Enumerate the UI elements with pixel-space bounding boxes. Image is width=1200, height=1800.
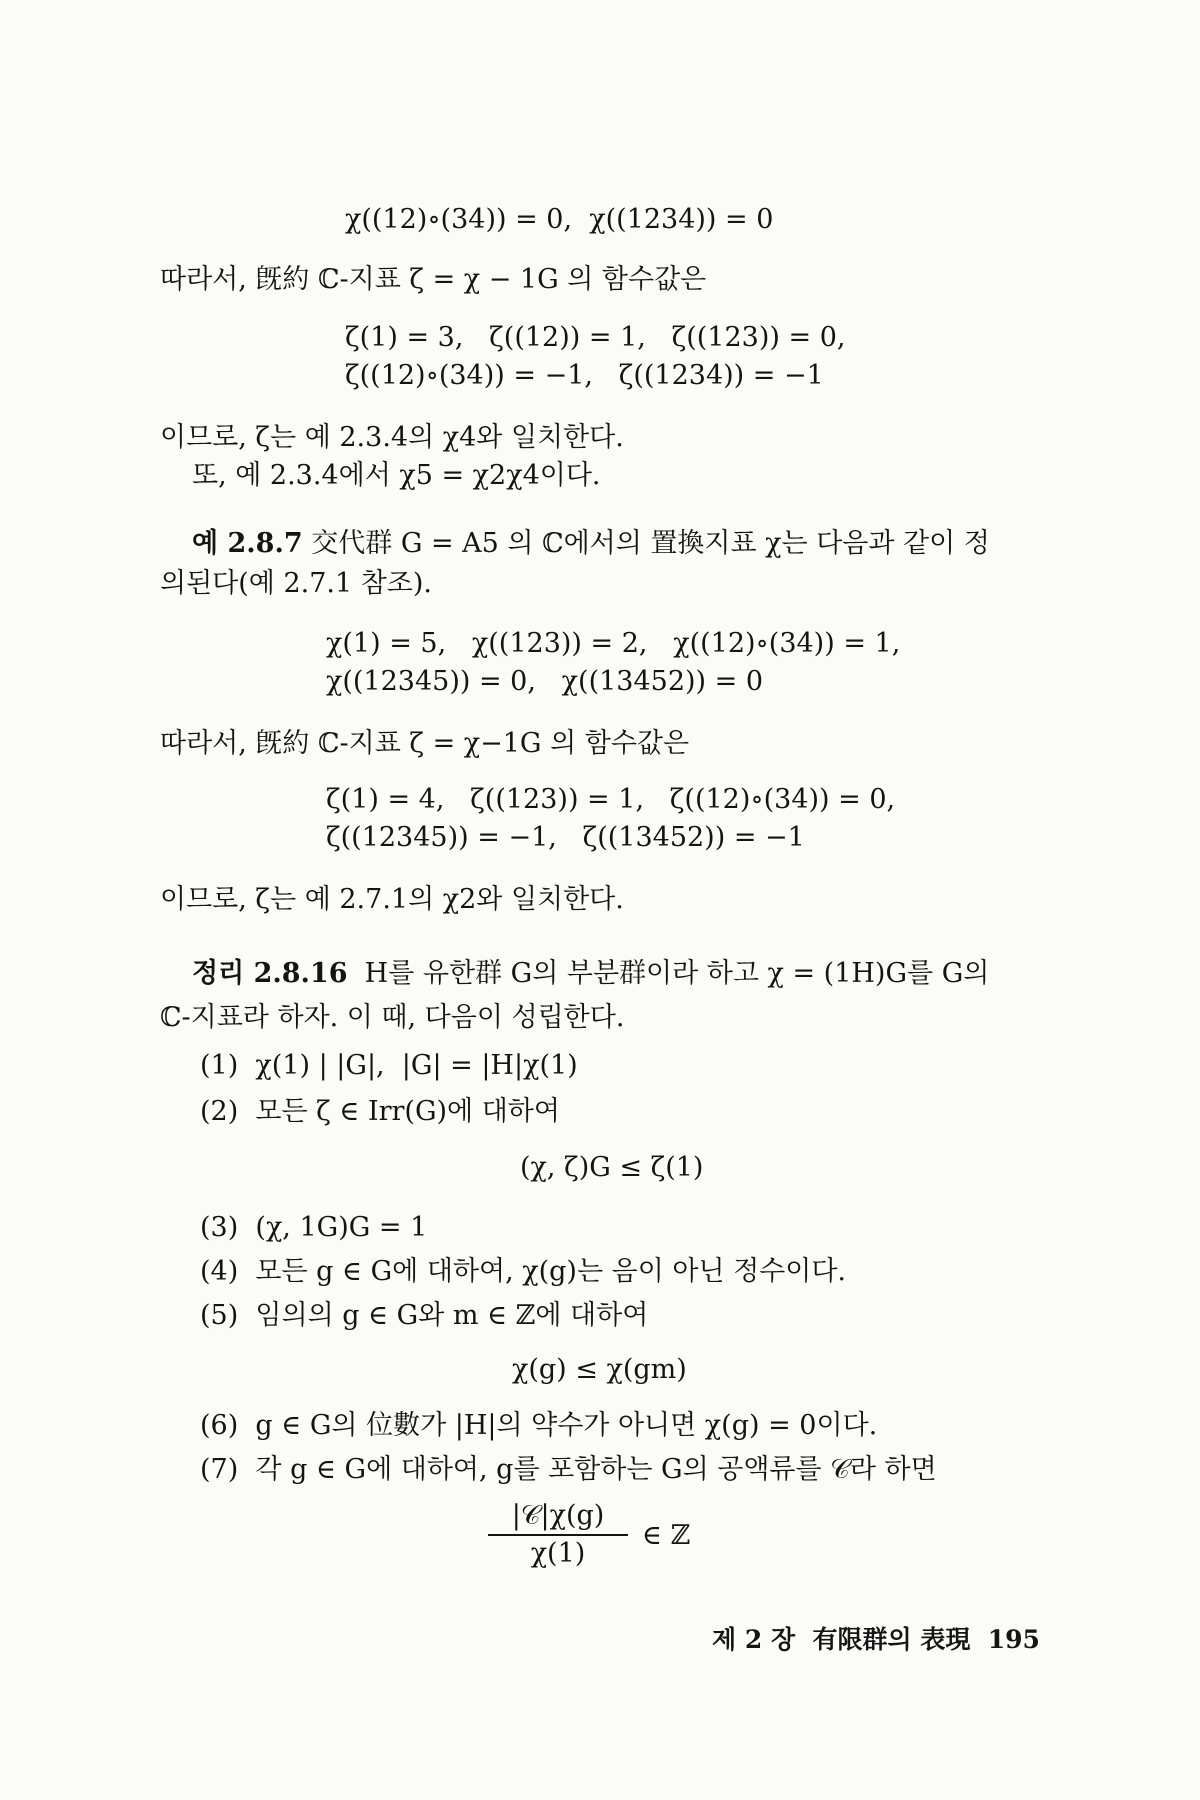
equation-zeta-values: ζ(1) = 4, ζ((123)) = 1, ζ((12)∘(34)) = 0, [326, 784, 896, 815]
paragraph-text: 이므로, ζ는 예 2.3.4의 χ4와 일치한다. [160, 422, 624, 453]
equation-zeta-values: ζ((12)∘(34)) = −1, ζ((1234)) = −1 [345, 360, 824, 391]
theorem-item: (1) χ(1) | |G|, |G| = |H|χ(1) [200, 1050, 578, 1081]
theorem-item: (2) 모든 ζ ∈ Irr(G)에 대하여 [200, 1096, 560, 1127]
theorem-item: (3) (χ, 1G)G = 1 [200, 1212, 428, 1243]
equation-chi-values: χ(1) = 5, χ((123)) = 2, χ((12)∘(34)) = 1, [326, 628, 901, 659]
example-text: 交代群 G = A5 의 ℂ에서의 置換지표 χ는 다음과 같이 정 [302, 528, 990, 559]
theorem-label: 정리 2.8.16 [192, 958, 348, 989]
fraction-equation [488, 1500, 628, 1569]
example-heading [192, 526, 990, 562]
theorem-item: (5) 임의의 g ∈ G와 m ∈ ℤ에 대하여 [200, 1300, 649, 1331]
fraction-numerator: |𝒞|χ(g) [488, 1500, 628, 1536]
display-equation: χ(g) ≤ χ(gm) [512, 1354, 687, 1385]
paragraph-text: ℂ-지표라 하자. 이 때, 다음이 성립한다. [160, 1002, 625, 1033]
equation-chi-values: χ((12345)) = 0, χ((13452)) = 0 [326, 666, 764, 697]
fraction-denominator: χ(1) [530, 1538, 586, 1569]
example-label: 예 2.8.7 [192, 528, 303, 559]
paragraph-text: 또, 예 2.3.4에서 χ5 = χ2χ4이다. [192, 460, 601, 491]
theorem-heading [192, 956, 989, 992]
paragraph-text: 이므로, ζ는 예 2.7.1의 χ2와 일치한다. [160, 884, 624, 915]
theorem-item: (7) 각 g ∈ G에 대하여, g를 포함하는 G의 공액류를 𝒞라 하면 [200, 1454, 937, 1485]
page-footer: 제 2 장 有限群의 表現 195 [712, 1625, 1040, 1654]
equation-chi-values: χ((12)∘(34)) = 0, χ((1234)) = 0 [345, 204, 774, 235]
display-equation: (χ, ζ)G ≤ ζ(1) [520, 1152, 704, 1183]
theorem-item: (4) 모든 g ∈ G에 대하여, χ(g)는 음이 아닌 정수이다. [200, 1256, 847, 1287]
equation-zeta-values: ζ(1) = 3, ζ((12)) = 1, ζ((123)) = 0, [345, 322, 846, 353]
paragraph-text: 따라서, 旣約 ℂ-지표 ζ = χ−1G 의 함수값은 [160, 728, 690, 759]
equation-zeta-values: ζ((12345)) = −1, ζ((13452)) = −1 [326, 822, 805, 853]
theorem-item: (6) g ∈ G의 位數가 |H|의 약수가 아니면 χ(g) = 0이다. [200, 1410, 878, 1441]
paragraph-text: 의된다(예 2.7.1 참조). [160, 568, 433, 599]
paragraph-text: 따라서, 旣約 ℂ-지표 ζ = χ − 1G 의 함수값은 [160, 264, 707, 295]
fraction-membership: ∈ ℤ [642, 1520, 691, 1551]
theorem-text: H를 유한群 G의 부분群이라 하고 χ = (1H)G를 G의 [347, 958, 990, 989]
